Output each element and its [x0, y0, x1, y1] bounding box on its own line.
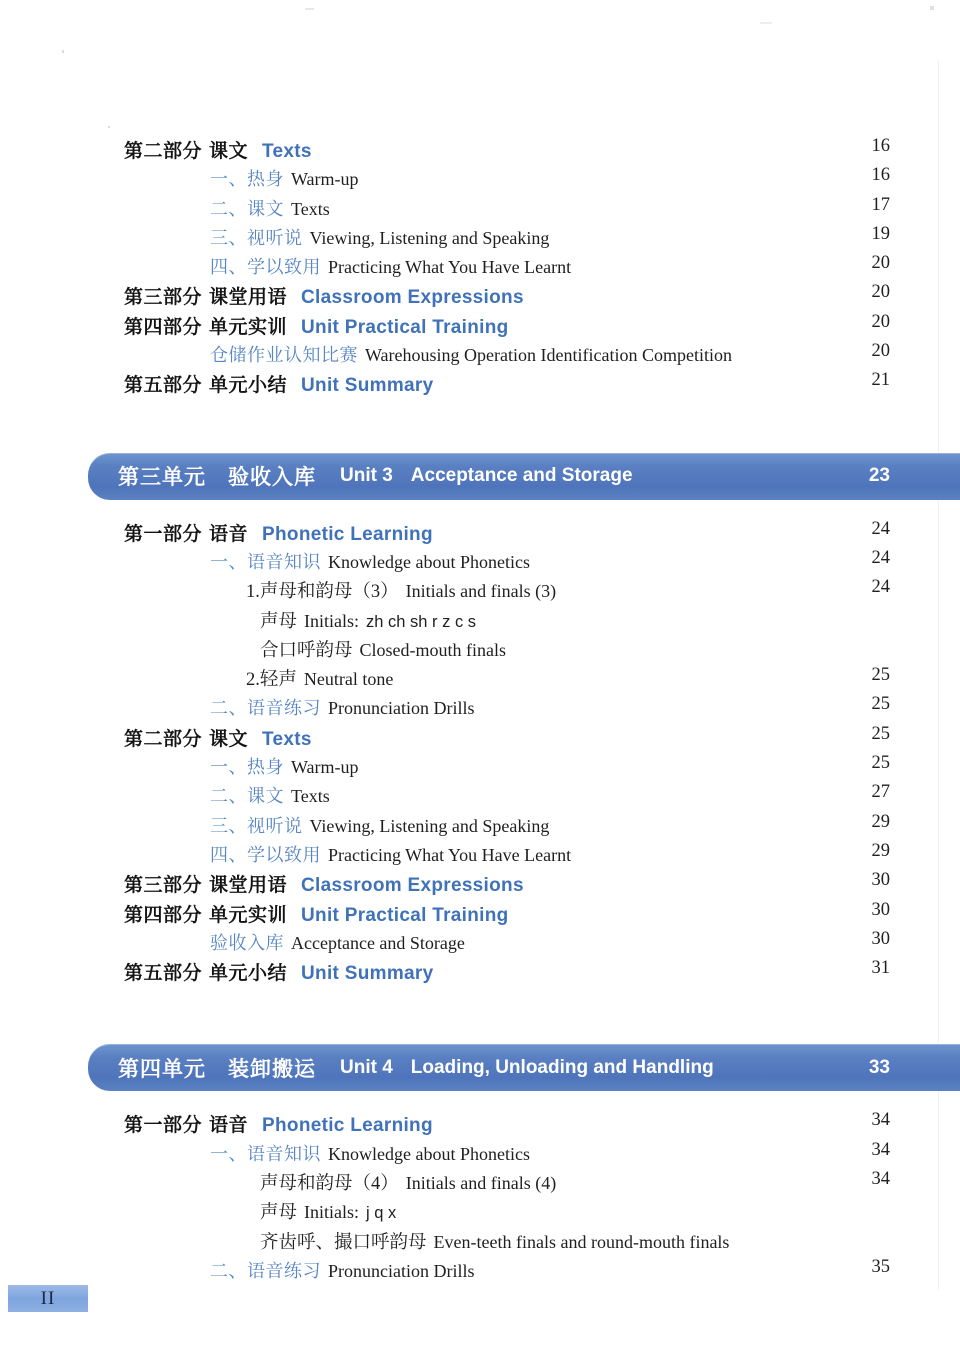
page-number: 29 [871, 811, 890, 832]
toc-row[interactable] [0, 1110, 960, 1139]
item-en: Warehousing Operation Identification Competition [365, 345, 732, 366]
toc-row[interactable] [0, 607, 960, 636]
toc-row[interactable] [0, 370, 960, 399]
item-marker: 一、 [210, 551, 247, 572]
page-number: 29 [871, 840, 890, 861]
part-label: 第一部分 [124, 1115, 203, 1137]
item-cn: 齐齿呼、撮口呼韵母 [260, 1232, 427, 1253]
item-en: Initials and finals (3) [405, 581, 557, 602]
footer-page-number: II [40, 1287, 56, 1309]
unit-cn-number: 第三单元 [118, 466, 206, 490]
item-cn: 声母 [260, 611, 298, 632]
toc-row[interactable] [0, 1257, 960, 1286]
page-number: 16 [871, 136, 890, 156]
item-cn: 验收入库 [210, 932, 284, 953]
item-number: 2. [246, 670, 260, 691]
page-number: 20 [871, 311, 890, 332]
page-number: 33 [868, 1056, 890, 1078]
part-label: 第四部分 [124, 904, 203, 926]
toc-row[interactable] [0, 165, 960, 194]
item-en: Viewing, Listening and Speaking [309, 815, 550, 836]
item-en: Initials and finals (4) [405, 1173, 557, 1194]
toc-row[interactable] [0, 341, 960, 370]
toc-row[interactable] [0, 665, 960, 694]
toc-row[interactable] [0, 1198, 960, 1227]
scan-speck [305, 8, 314, 10]
part-en-title: Unit Summary [301, 375, 434, 397]
part-label: 第五部分 [124, 375, 203, 397]
item-en: Pronunciation Drills [328, 1260, 475, 1281]
part-cn-title: 单元小结 [209, 375, 288, 397]
item-cn: 课文 [247, 198, 284, 219]
item-cn: 学以致用 [247, 844, 321, 865]
item-cn: 声母 [260, 1203, 298, 1224]
page-number: 24 [871, 547, 890, 568]
toc-row[interactable] [0, 812, 960, 841]
part-en-title: Unit Practical Training [301, 316, 509, 338]
part-en-title: Phonetic Learning [262, 523, 433, 545]
page-number: 25 [871, 665, 890, 686]
part-cn-title: 课堂用语 [209, 875, 288, 897]
scan-speck [62, 50, 64, 53]
part-cn-title: 课堂用语 [209, 287, 288, 309]
part-cn-title: 课文 [209, 728, 249, 750]
page-number: 34 [871, 1169, 890, 1190]
part-cn-title: 语音 [209, 523, 249, 545]
item-cn: 课文 [247, 786, 284, 807]
page-number: 17 [871, 194, 890, 215]
toc-row[interactable] [0, 724, 960, 753]
item-cn: 合口呼韵母 [260, 640, 353, 661]
toc-row[interactable] [0, 224, 960, 253]
part-en-title: Unit Practical Training [301, 904, 509, 926]
toc-row[interactable] [0, 577, 960, 606]
part-en-title: Phonetic Learning [262, 1115, 433, 1137]
part-cn-title: 单元实训 [209, 904, 288, 926]
part-cn-title: 单元实训 [209, 316, 288, 338]
toc-row[interactable] [0, 195, 960, 224]
toc-row[interactable] [0, 958, 960, 987]
toc-row[interactable] [0, 136, 960, 165]
toc-row[interactable] [0, 782, 960, 811]
item-en: Acceptance and Storage [291, 932, 465, 953]
item-cn: 语音知识 [247, 1143, 321, 1164]
item-number: 1. [246, 582, 260, 603]
toc-row[interactable] [0, 870, 960, 899]
item-cn: 视听说 [247, 227, 303, 248]
item-cn: 仓储作业认知比赛 [210, 345, 358, 366]
item-en: Practicing What You Have Learnt [328, 257, 572, 278]
page-number: 25 [871, 694, 890, 715]
unit-en-name: Acceptance and Storage [410, 465, 633, 487]
unit-en-name: Loading, Unloading and Handling [410, 1056, 714, 1078]
unit-en-number: Unit 3 [340, 465, 393, 487]
toc-row[interactable] [0, 519, 960, 548]
part-en-title: Texts [262, 141, 312, 162]
item-marker: 四、 [210, 844, 247, 865]
item-en: Pronunciation Drills [328, 698, 475, 719]
toc-section-unit4 [0, 1110, 960, 1286]
toc-row[interactable] [0, 1140, 960, 1169]
item-en: Practicing What You Have Learnt [328, 844, 572, 865]
toc-row[interactable] [0, 282, 960, 311]
unit-cn-name: 验收入库 [228, 466, 316, 490]
item-en: Knowledge about Phonetics [328, 1143, 530, 1164]
page-number: 20 [871, 253, 890, 274]
scan-speck [108, 126, 110, 128]
scan-speck [760, 22, 772, 24]
item-marker: 二、 [210, 698, 247, 719]
item-en: Neutral tone [303, 669, 394, 690]
page-number: 35 [871, 1256, 890, 1277]
page-number: 20 [871, 341, 890, 362]
item-en-label: Initials: [304, 610, 360, 631]
unit-cn-number: 第四单元 [118, 1057, 206, 1081]
toc-row[interactable] [0, 900, 960, 929]
item-en-label: Initials: [304, 1202, 360, 1223]
part-label: 第二部分 [124, 141, 203, 162]
item-marker: 四、 [210, 257, 247, 278]
unit-en-number: Unit 4 [340, 1056, 393, 1078]
item-cn: 学以致用 [247, 257, 321, 278]
page-number: 20 [871, 282, 890, 303]
item-cn: 声母和韵母（3） [259, 582, 399, 603]
item-pinyin-list: zh ch sh r z c s [366, 612, 477, 631]
item-marker: 二、 [210, 198, 247, 219]
toc-row[interactable] [0, 1228, 960, 1257]
item-marker: 二、 [210, 1260, 247, 1281]
part-cn-title: 语音 [209, 1115, 249, 1137]
item-marker: 一、 [210, 1143, 247, 1164]
page-number: 19 [871, 223, 890, 244]
item-en: Knowledge about Phonetics [328, 551, 530, 572]
toc-row[interactable] [0, 929, 960, 958]
item-cn: 语音练习 [247, 698, 321, 719]
toc-row[interactable] [0, 694, 960, 723]
part-en-title: Unit Summary [301, 963, 434, 985]
part-label: 第三部分 [124, 287, 203, 309]
toc-row[interactable] [0, 312, 960, 341]
page-number: 34 [871, 1110, 890, 1131]
item-marker: 三、 [210, 227, 247, 248]
item-en: Texts [291, 786, 330, 807]
unit-cn-name: 装卸搬运 [228, 1057, 316, 1081]
page-number: 16 [871, 165, 890, 186]
page-number: 24 [871, 577, 890, 598]
unit-header-bar-unit3[interactable] [88, 453, 960, 500]
part-cn-title: 单元小结 [209, 963, 288, 985]
scan-speck [930, 6, 934, 10]
item-cn: 语音知识 [247, 551, 321, 572]
page-number: 27 [871, 782, 890, 803]
part-en-title: Classroom Expressions [301, 287, 524, 309]
item-en: Even-teeth finals and round-mouth finals [433, 1231, 730, 1252]
item-pinyin-list: j q x [366, 1204, 397, 1223]
toc-row[interactable] [0, 636, 960, 665]
toc-section-unit3 [0, 519, 960, 988]
item-marker: 二、 [210, 786, 247, 807]
page-number: 21 [871, 370, 890, 391]
item-en: Warm-up [291, 757, 359, 778]
item-en: Warm-up [291, 169, 359, 190]
item-marker: 一、 [210, 169, 247, 190]
item-marker: 一、 [210, 757, 247, 778]
toc-row[interactable] [0, 753, 960, 782]
item-cn: 轻声 [259, 670, 297, 691]
page-number: 30 [871, 928, 890, 949]
part-en-title: Classroom Expressions [301, 875, 524, 897]
part-label: 第三部分 [124, 875, 203, 897]
unit-header-bar-unit4[interactable] [88, 1044, 960, 1091]
toc-row[interactable] [0, 841, 960, 870]
toc-row[interactable] [0, 253, 960, 282]
toc-row[interactable] [0, 548, 960, 577]
page-number: 30 [871, 870, 890, 891]
page-number: 30 [871, 899, 890, 920]
page-number: 23 [868, 465, 890, 487]
part-label: 第二部分 [124, 728, 203, 750]
page-number: 24 [871, 518, 890, 539]
item-en: Texts [291, 198, 330, 219]
part-label: 第五部分 [124, 963, 203, 985]
item-en: Closed-mouth finals [359, 639, 507, 660]
page-number: 25 [871, 723, 890, 744]
page-number: 34 [871, 1139, 890, 1160]
item-cn: 语音练习 [247, 1260, 321, 1281]
part-en-title: Texts [262, 728, 312, 750]
item-cn: 热身 [247, 757, 284, 778]
footer-page-box [8, 1285, 88, 1312]
item-cn: 视听说 [247, 815, 303, 836]
item-marker: 三、 [210, 815, 247, 836]
page-number: 25 [871, 753, 890, 774]
item-cn: 热身 [247, 169, 284, 190]
item-cn: 声母和韵母（4） [260, 1174, 399, 1195]
part-label: 第一部分 [124, 523, 203, 545]
page-number: 31 [871, 958, 890, 979]
part-label: 第四部分 [124, 316, 203, 338]
item-en: Viewing, Listening and Speaking [309, 227, 550, 248]
toc-row[interactable] [0, 1169, 960, 1198]
toc-section-unit2-tail [0, 136, 960, 400]
part-cn-title: 课文 [209, 141, 249, 162]
